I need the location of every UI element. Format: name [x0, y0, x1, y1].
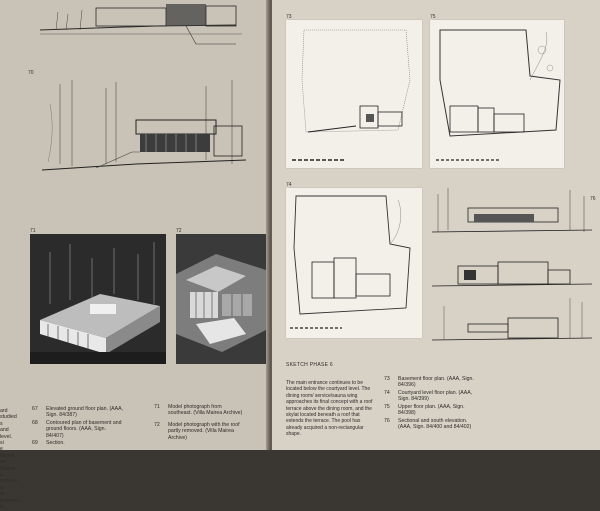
caption-72: 72 Model photograph with the roof partly removed. (Villa Mairea Archive) — [154, 422, 240, 441]
caption-75: 75 Upper floor plan. (AAA, Sign. 84/398) — [384, 404, 465, 417]
figure-number-74: 74 — [286, 182, 292, 188]
figure-number-72: 72 — [176, 228, 182, 234]
model-photo-roof-removed — [176, 234, 266, 364]
figure-number-70: 70 — [28, 70, 34, 76]
caption-67: 67 Elevated ground floor plan. (AAA, Sign. 84/387) — [32, 406, 123, 419]
cut-off-edge-text: ard studied s and level. si e formal ue l'ouvre a contour a ar entrance is — [0, 408, 21, 511]
figure-number-76: 76 — [590, 196, 596, 202]
model-photo-southeast — [30, 234, 166, 364]
figure-number-75: 75 — [430, 14, 436, 20]
caption-76: 76 Sectional and south elevation. (AAA, Sign. 84/400 and 84/402) — [384, 418, 472, 431]
caption-73: 73 Basement floor plan. (AAA, Sign. 84/396) — [384, 376, 474, 389]
caption-69: 69 Section. — [32, 440, 65, 446]
caption-68: 68 Contoured plan of basement and ground floors. (AAA, Sign. 84/407) — [32, 420, 122, 439]
caption-74: 74 Courtyard level floor plan. (AAA, Sign. 84/399) — [384, 390, 473, 403]
caption-71: 71 Model photograph from southeast. (Villa Mairea Archive) — [154, 404, 243, 417]
sectional-and-south-elevations — [428, 186, 596, 354]
left-page — [0, 0, 270, 511]
figure-number-73: 73 — [286, 14, 292, 20]
figure-number-71: 71 — [30, 228, 36, 234]
section-heading: SKETCH PHASE 6 — [286, 362, 333, 368]
upper-floor-plan — [430, 20, 564, 168]
courtyard-level-floor-plan — [286, 188, 422, 338]
right-page — [272, 0, 600, 450]
basement-floor-plan — [286, 20, 422, 168]
top-elevation-sketch — [36, 0, 246, 48]
elevation-sketch-70 — [36, 74, 252, 184]
section-body-text: The main entrance continues to be located below the courtyard level. The dining room/ service/sauna wing approaches its final concept with a roof terrace above the dining room, and the skylat located beneath a roof that extends the terrace. The pool has already acquired a non-rectangular shape. — [286, 380, 373, 438]
